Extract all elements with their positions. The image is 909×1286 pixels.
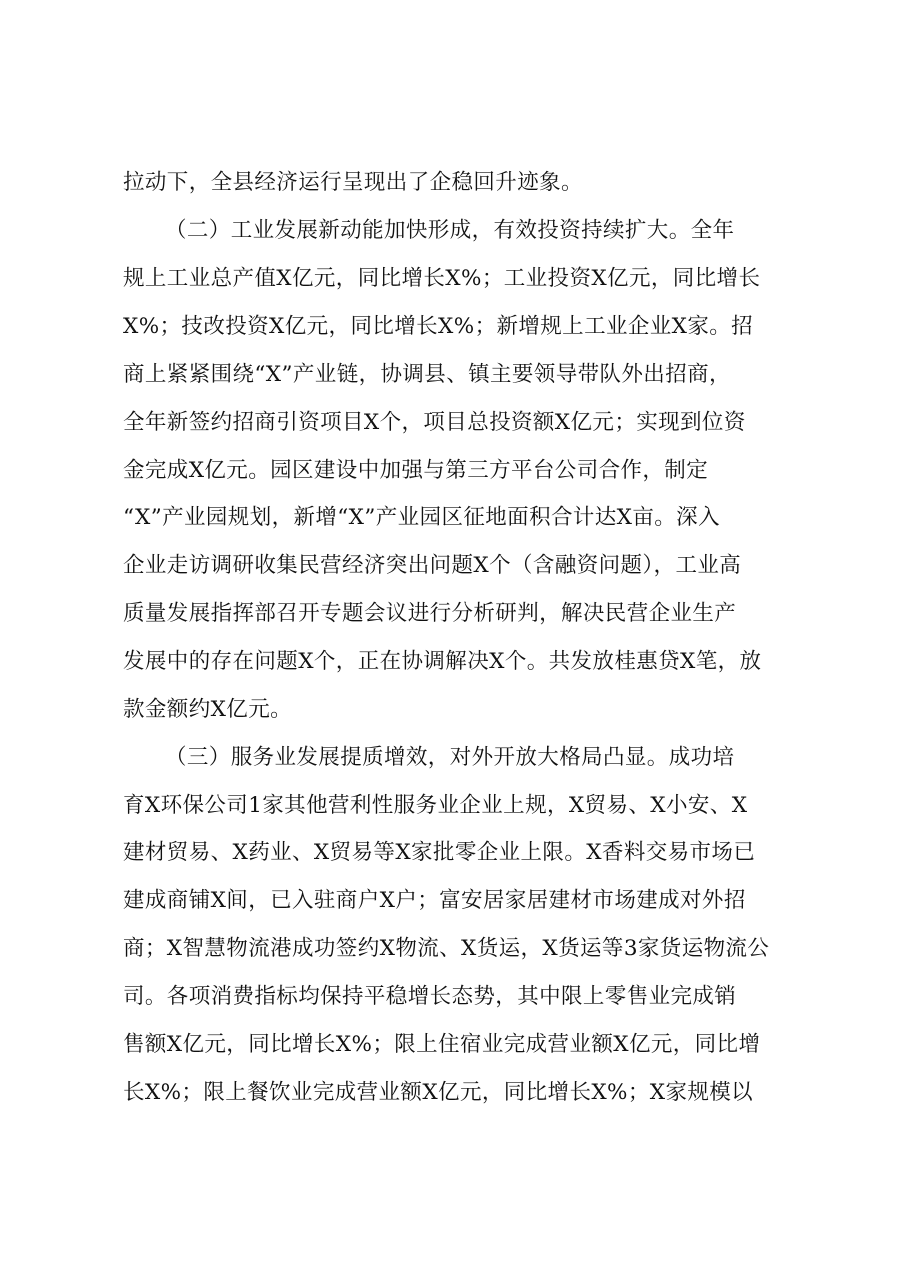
section-heading-line: （三）服务业发展提质增效，对外开放大格局凸显。成功培 [165,745,735,770]
text-line: 规上工业总产值X亿元，同比增长X%；工业投资X亿元，同比增长 [123,266,761,291]
text-line: 商上紧紧围绕“X”产业链，协调县、镇主要领导带队外出招商， [123,362,731,387]
text-line: 育X环保公司1家其他营利性服务业企业上规，X贸易、X小安、X [123,793,748,818]
text-line: X%；技改投资X亿元，同比增长X%；新增规上工业企业X家。招 [123,314,754,339]
text-line: 商；X智慧物流港成功签约X物流、X货运，X货运等3家货运物流公 [123,936,770,961]
text-line: 企业走访调研收集民营经济突出问题X个（含融资问题），工业高 [123,553,742,578]
text-line: 建材贸易、X药业、X贸易等X家批零企业上限。X香料交易市场已 [123,840,756,865]
text-line: 质量发展指挥部召开专题会议进行分析研判，解决民营企业生产 [123,601,737,626]
text-line: 款金额约X亿元。 [123,697,293,722]
text-line: 拉动下，全县经济运行呈现出了企稳回升迹象。 [123,170,583,195]
section-heading-line: （二）工业发展新动能加快形成，有效投资持续扩大。全年 [165,218,735,243]
text-line: 金完成X亿元。园区建设中加强与第三方平台公司合作，制定 [123,458,709,483]
text-line: 全年新签约招商引资项目X个，项目总投资额X亿元；实现到位资 [123,410,746,435]
text-line: 建成商铺X间，已入驻商户X户；富安居家居建材市场建成对外招 [123,888,746,913]
text-line: 司。各项消费指标均保持平稳增长态势，其中限上零售业完成销 [123,984,737,1009]
text-line: 长X%；限上餐饮业完成营业额X亿元，同比增长X%；X家规模以 [123,1080,754,1105]
text-line: “X”产业园规划，新增“X”产业园区征地面积合计达X亩。深入 [123,505,720,530]
text-line: 发展中的存在问题X个，正在协调解决X个。共发放桂惠贷X笔，放 [123,649,762,674]
text-line: 售额X亿元，同比增长X%；限上住宿业完成营业额X亿元，同比增 [123,1032,761,1057]
